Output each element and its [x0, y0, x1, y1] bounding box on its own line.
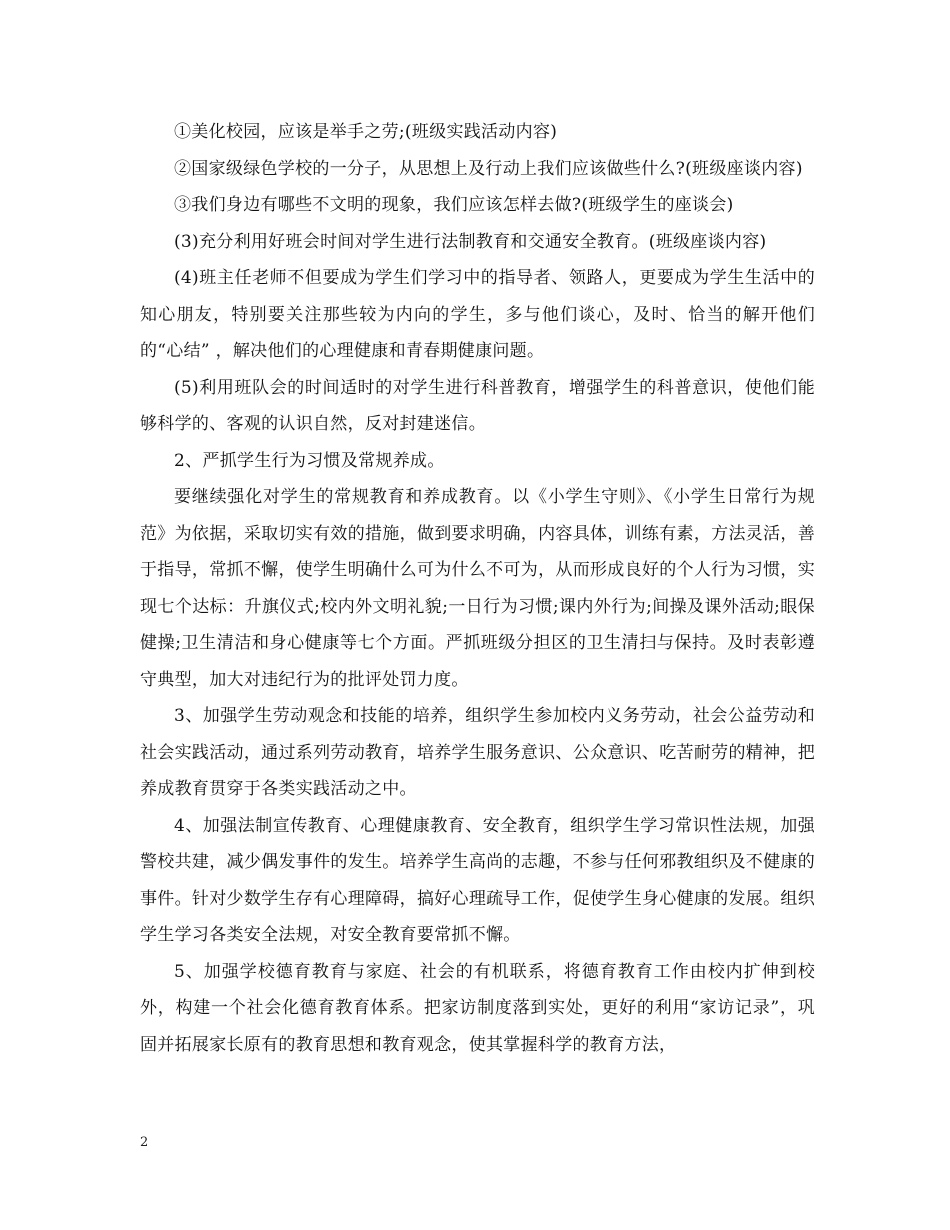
- page-number: 2: [140, 1135, 149, 1150]
- paragraph-2: ②国家级绿色学校的一分子，从思想上及行动上我们应该做些什么?(班级座谈内容): [174, 158, 803, 179]
- page-body: [140, 114, 815, 1063]
- paragraph-9: 3、加强学生劳动观念和技能的培养，组织学生参加校内义务劳动，社会公益劳动和社会实践活动，通过系列劳动教育，培养学生服务意识、公众意识、吃苦耐劳的精神，把养成教育贯穿于各类实践活动之中。: [140, 706, 815, 799]
- paragraph-1: ①美化校园，应该是举手之劳;(班级实践活动内容): [174, 122, 558, 142]
- paragraph-4: (3)充分利用好班会时间对学生进行法制教育和交通安全教育。(班级座谈内容): [174, 231, 767, 252]
- paragraph-6: (5)利用班队会的时间适时的对学生进行科普教育，增强学生的科普意识，使他们能够科学的、客观的认识自然，反对封建迷信。: [140, 377, 815, 434]
- paragraph-10: 4、加强法制宣传教育、心理健康教育、安全教育，组织学生学习常识性法规，加强警校共建，减少偶发事件的发生。培养学生高尚的志趣，不参与任何邪教组织及不健康的事件。针对少数学生存有心理障碍，搞好心理疏导工作，促使学生身心健康的发展。组织学生学习各类安全法规，对安全教育要常抓不懈。: [140, 815, 815, 945]
- paragraph-11: 5、加强学校德育教育与家庭、社会的有机联系，将德育教育工作由校内扩伸到校外，构建一个社会化德育教育体系。把家访制度落到实处，更好的利用“家访记录”，巩固并拓展家长原有的教育思想和教育观念，使其掌握科学的教育方法，: [140, 961, 815, 1055]
- paragraph-8: 要继续强化对学生的常规教育和养成教育。以《小学生守则》、《小学生日常行为规范》为依据，采取切实有效的措施，做到要求明确，内容具体，训练有素，方法灵活，善于指导，常抓不懈，使学生明确什么可为什么不可为，从而形成良好的个人行为习惯，实现七个达标：升旗仪式;校内外文明礼貌;一日行为习惯;课内外行为;间操及课外活动;眼保健操;卫生清洁和身心健康等七个方面。严抓班级分担区的卫生清扫与保持。及时表彰遵守典型，加大对违纪行为的批评处罚力度。: [140, 487, 815, 690]
- paragraph-7: 2、严抓学生行为习惯及常规养成。: [174, 450, 445, 471]
- paragraph-5: (4)班主任老师不但要成为学生们学习中的指导者、领路人，更要成为学生生活中的知心朋友，特别要关注那些较为内向的学生，多与他们谈心，及时、恰当的解开他们的“心结” ，解决他们的心理健康和青春期健康问题。: [140, 268, 815, 361]
- paragraph-3: ③我们身边有哪些不文明的现象，我们应该怎样去做?(班级学生的座谈会): [174, 195, 734, 215]
